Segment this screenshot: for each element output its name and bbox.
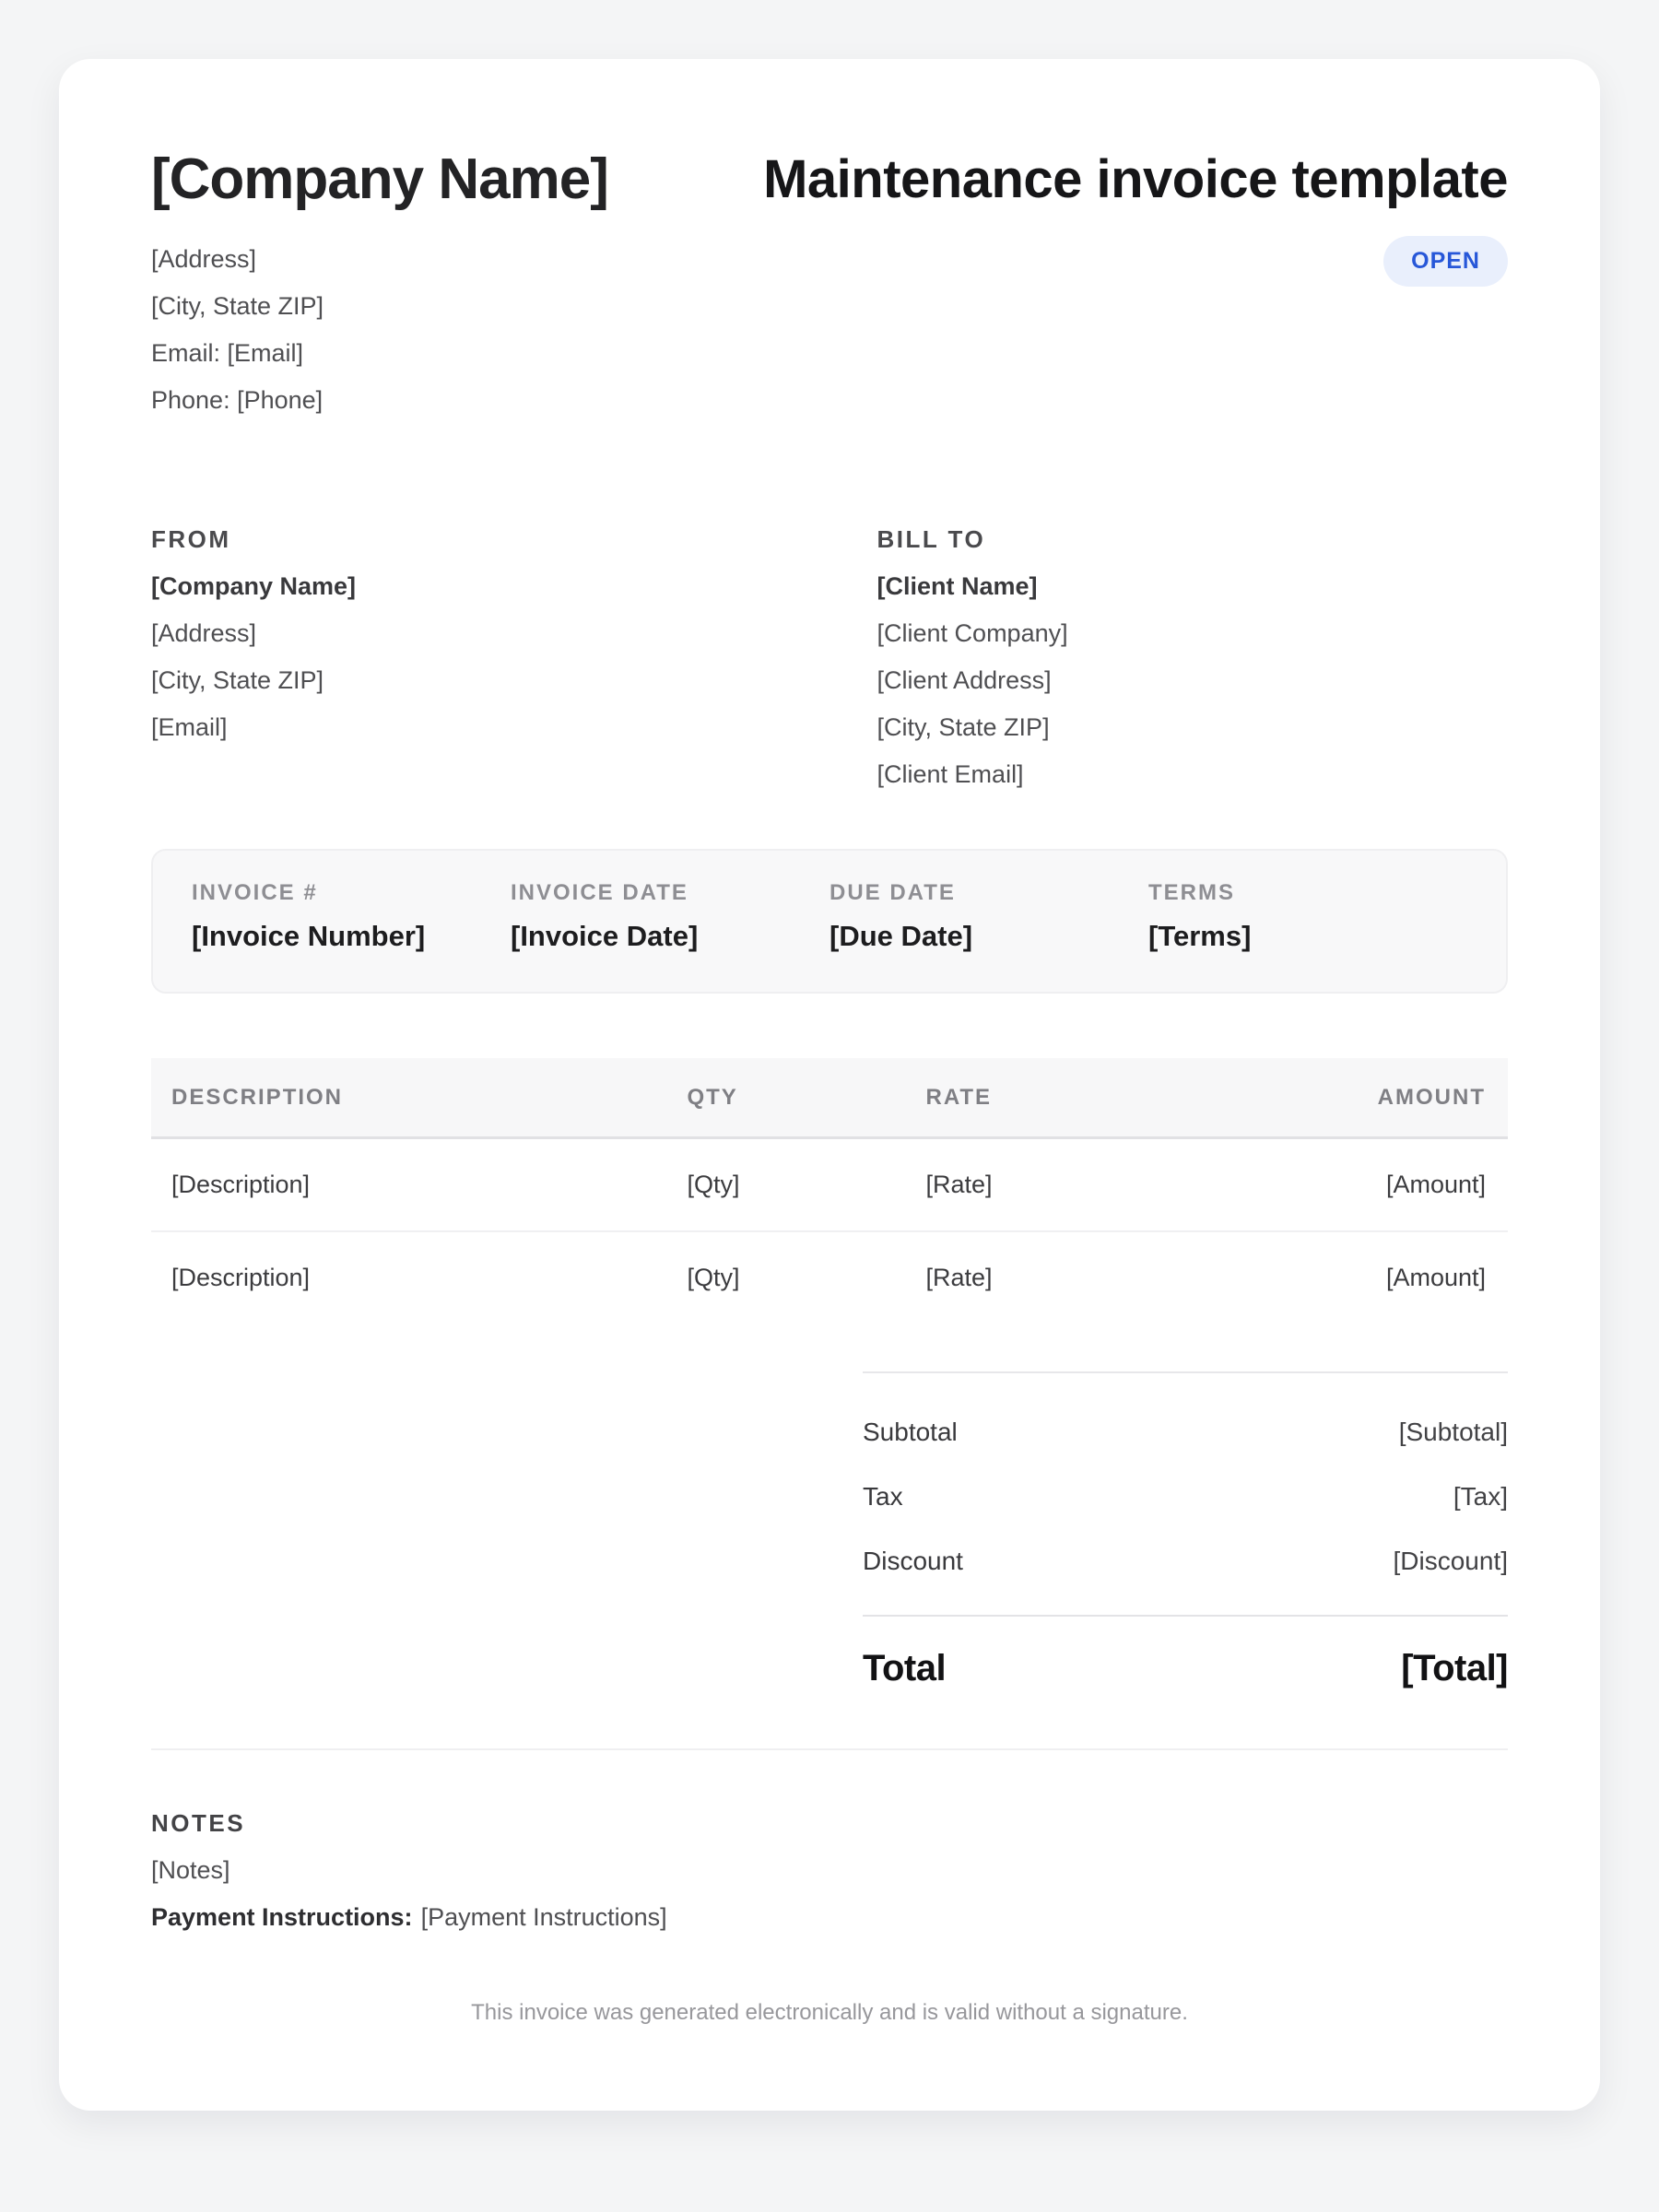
company-address: [Address] bbox=[151, 245, 257, 273]
subtotal-label: Subtotal bbox=[863, 1418, 958, 1446]
meta-invoice-date-label: INVOICE DATE bbox=[511, 880, 688, 905]
from-block bbox=[151, 516, 877, 798]
from-address: [Address] bbox=[151, 619, 257, 647]
from-city-state-zip: [City, State ZIP] bbox=[151, 666, 324, 694]
notes-section-divider bbox=[151, 1748, 1508, 1750]
client-company: [Client Company] bbox=[877, 619, 1068, 647]
item-description: [Description] bbox=[151, 1138, 687, 1232]
payment-instructions-label: Payment Instructions: bbox=[151, 1903, 413, 1931]
table-row bbox=[151, 1231, 1508, 1324]
total-label: Total bbox=[863, 1648, 947, 1688]
payment-instructions-value: [Payment Instructions] bbox=[420, 1903, 667, 1931]
company-city-state-zip: [City, State ZIP] bbox=[151, 292, 324, 320]
item-amount: [Amount] bbox=[1230, 1138, 1508, 1232]
meta-due-date bbox=[830, 880, 1148, 953]
page-title: Maintenance invoice template bbox=[763, 149, 1508, 209]
meta-invoice-date bbox=[511, 880, 830, 953]
meta-terms-value: [Terms] bbox=[1148, 920, 1252, 952]
payment-instructions-line bbox=[151, 1894, 1508, 1941]
item-description: [Description] bbox=[151, 1231, 687, 1324]
meta-terms bbox=[1148, 880, 1467, 953]
company-phone: Phone: [Phone] bbox=[151, 386, 324, 414]
invoice-meta-bar bbox=[151, 849, 1508, 994]
client-city-state-zip: [City, State ZIP] bbox=[877, 713, 1050, 741]
client-address: [Client Address] bbox=[877, 666, 1052, 694]
notes-label: NOTES bbox=[151, 1809, 246, 1837]
invoice-card bbox=[59, 59, 1600, 2111]
discount-value: [Discount] bbox=[1393, 1547, 1508, 1575]
item-amount: [Amount] bbox=[1230, 1231, 1508, 1324]
client-email: [Client Email] bbox=[877, 760, 1024, 788]
total-value: [Total] bbox=[1401, 1648, 1508, 1688]
company-name: [Company Name] bbox=[151, 147, 608, 211]
from-label: FROM bbox=[151, 525, 231, 553]
meta-invoice-number bbox=[192, 880, 511, 953]
line-items-table bbox=[151, 1058, 1508, 1324]
tax-value: [Tax] bbox=[1453, 1482, 1508, 1511]
meta-invoice-date-value: [Invoice Date] bbox=[511, 920, 699, 952]
from-email: [Email] bbox=[151, 713, 228, 741]
item-qty: [Qty] bbox=[687, 1138, 925, 1232]
table-row bbox=[151, 1138, 1508, 1232]
from-company: [Company Name] bbox=[151, 572, 357, 600]
item-qty: [Qty] bbox=[687, 1231, 925, 1324]
meta-terms-label: TERMS bbox=[1148, 880, 1235, 905]
header bbox=[151, 147, 1508, 424]
discount-label: Discount bbox=[863, 1547, 963, 1575]
meta-invoice-number-label: INVOICE # bbox=[192, 880, 318, 905]
column-header-qty: QTY bbox=[687, 1058, 925, 1138]
totals-section bbox=[863, 1371, 1508, 1689]
table-header-row bbox=[151, 1058, 1508, 1138]
title-block bbox=[763, 147, 1508, 287]
bill-to-block bbox=[877, 516, 1508, 798]
total-row bbox=[863, 1648, 1508, 1689]
company-contact-block bbox=[151, 236, 608, 424]
totals-divider bbox=[863, 1615, 1508, 1617]
tax-label: Tax bbox=[863, 1482, 903, 1511]
company-email: Email: [Email] bbox=[151, 339, 304, 367]
bill-to-label: BILL TO bbox=[877, 525, 986, 553]
meta-due-date-label: DUE DATE bbox=[830, 880, 956, 905]
status-badge[interactable]: OPEN bbox=[1383, 236, 1508, 287]
item-rate: [Rate] bbox=[926, 1138, 1230, 1232]
parties-section bbox=[151, 516, 1508, 798]
column-header-amount: AMOUNT bbox=[1230, 1058, 1508, 1138]
subtotal-value: [Subtotal] bbox=[1398, 1418, 1508, 1446]
subtotal-row bbox=[863, 1418, 1508, 1447]
item-rate: [Rate] bbox=[926, 1231, 1230, 1324]
footer-disclaimer: This invoice was generated electronically and is valid without a signature. bbox=[471, 2000, 1188, 2025]
notes-body: [Notes] bbox=[151, 1856, 230, 1884]
column-header-description: DESCRIPTION bbox=[151, 1058, 687, 1138]
notes-section bbox=[151, 1800, 1508, 1941]
column-header-rate: RATE bbox=[926, 1058, 1230, 1138]
meta-due-date-value: [Due Date] bbox=[830, 920, 973, 952]
client-name: [Client Name] bbox=[877, 572, 1038, 600]
discount-row bbox=[863, 1547, 1508, 1576]
meta-invoice-number-value: [Invoice Number] bbox=[192, 920, 426, 952]
company-header-block bbox=[151, 147, 608, 424]
tax-row bbox=[863, 1482, 1508, 1512]
